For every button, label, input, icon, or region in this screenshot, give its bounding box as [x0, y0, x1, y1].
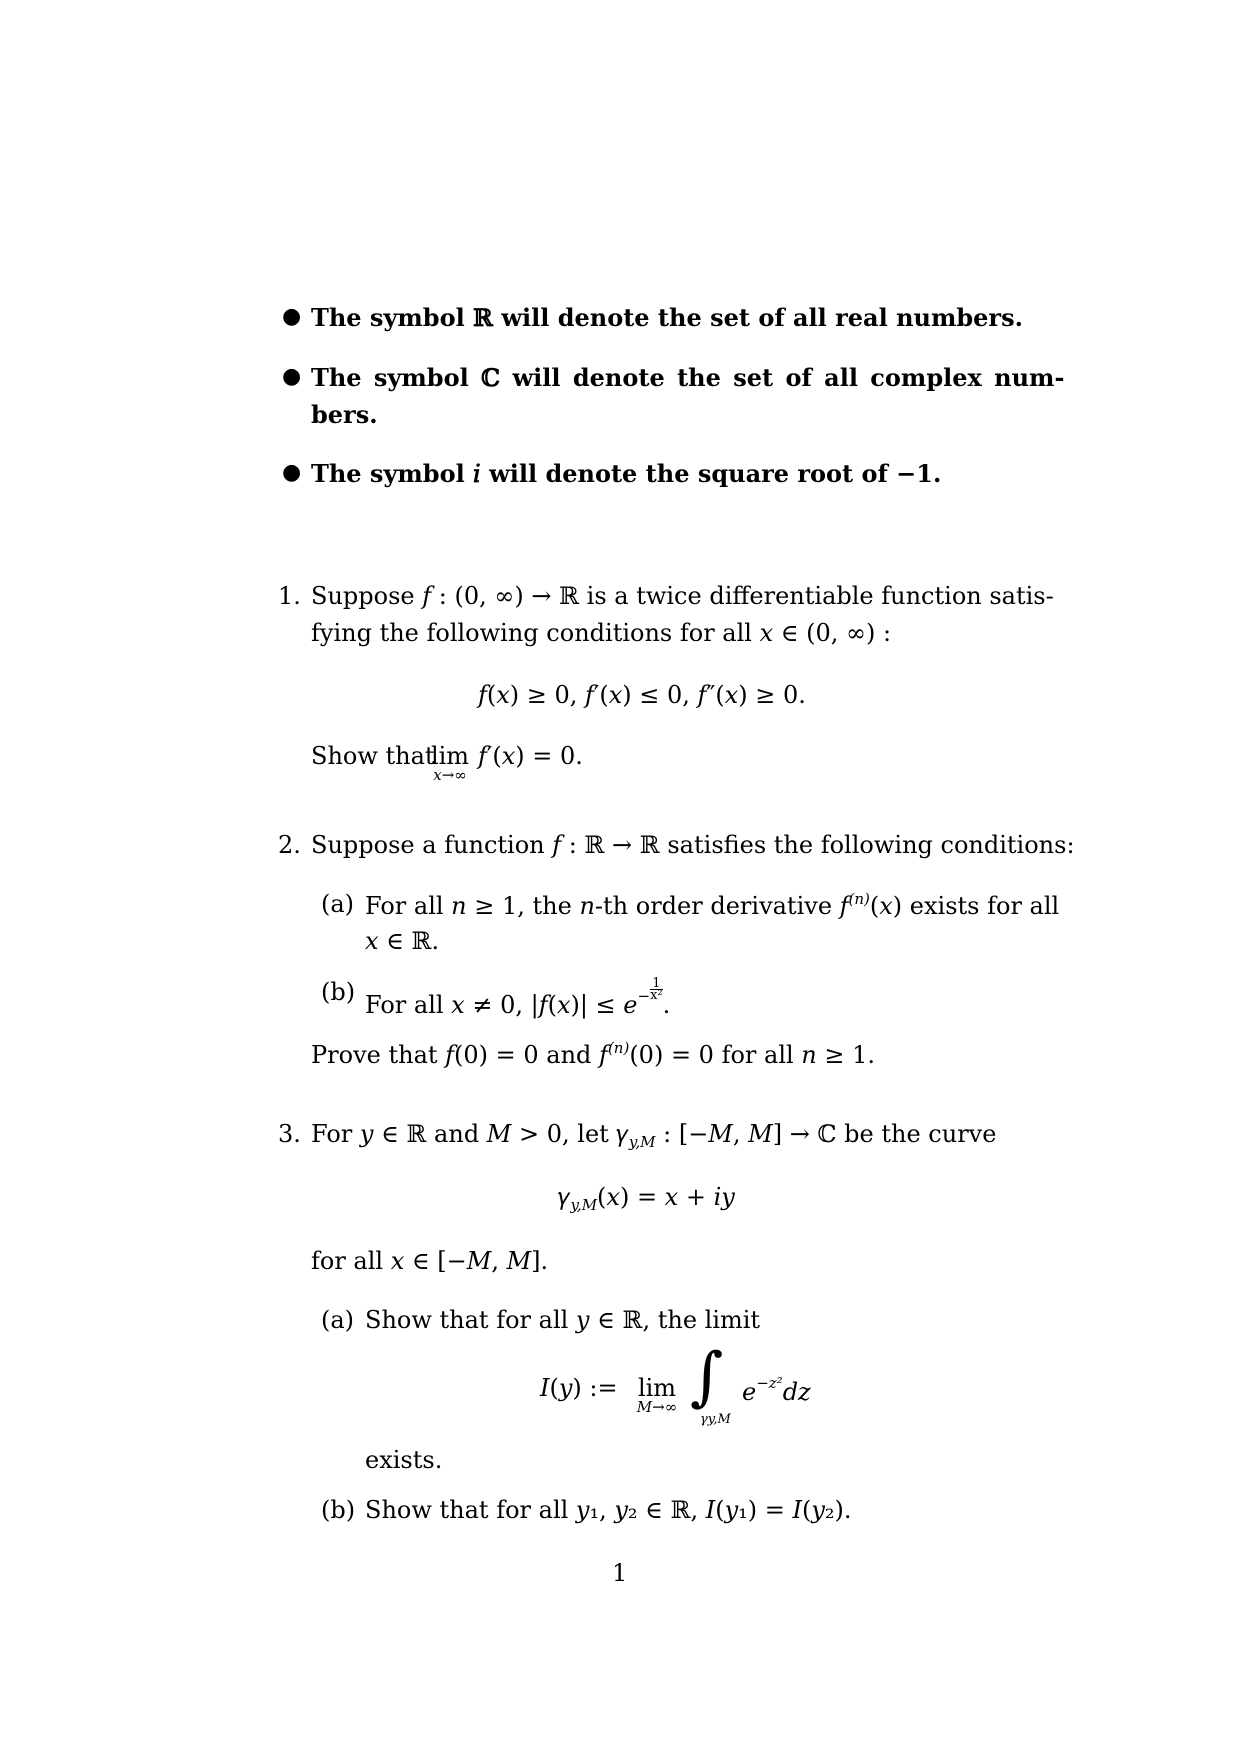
q2-a-label: (a)	[321, 890, 355, 918]
q3-b-text: Show that for all 𝑦₁, 𝑦₂ ∈ ℝ, 𝐼(𝑦₁) = 𝐼(𝑦₂).	[365, 1496, 852, 1524]
q2-b-post: .	[662, 991, 671, 1019]
bullet-dot: ●	[282, 364, 302, 389]
q3-int-dz: 𝑑𝑧	[782, 1378, 811, 1406]
q2-number: 2.	[278, 831, 301, 859]
q3-forall: for all 𝑥 ∈ [−𝑀, 𝑀].	[311, 1247, 549, 1275]
q2-a-line2: 𝑥 ∈ ℝ.	[365, 927, 440, 955]
q2-b-exp-fraction	[650, 978, 663, 1001]
q1-show-expr: 𝑓′(𝑥) = 0.	[478, 742, 583, 770]
q2-prove-post: (0) = 0 for all 𝑛 ≥ 1.	[629, 1041, 876, 1069]
q3-line1-post: : [−𝑀, 𝑀] → ℂ be the curve	[663, 1120, 997, 1148]
q2-prove-pre: Prove that 𝑓(0) = 0 and 𝑓	[311, 1041, 608, 1069]
q2-a-sup: (n)	[848, 890, 870, 908]
q3-exists: exists.	[365, 1446, 443, 1474]
q3-int-limit	[626, 1374, 688, 1416]
q2-line1: Suppose a function 𝑓 : ℝ → ℝ satisfies the following conditions:	[311, 831, 1075, 859]
q3-int-exp: −z²	[756, 1374, 783, 1392]
q2-b-label: (b)	[321, 978, 356, 1006]
q3-integrand	[742, 1374, 811, 1406]
q2-b-exp-num: 1	[652, 976, 661, 991]
q3-b-label: (b)	[321, 1496, 356, 1524]
q1-line2: fying the following conditions for all 𝑥 ∈ (0, ∞) :	[311, 619, 892, 647]
q2-a-line1-post: (𝑥) exists for all	[869, 892, 1060, 920]
q3-disp-pre: 𝛾	[558, 1183, 571, 1211]
page-number: 1	[612, 1559, 628, 1587]
q3-disp-post: (𝑥) = 𝑥 + 𝑖𝑦	[597, 1183, 735, 1211]
bullet-dot: ●	[282, 304, 302, 329]
q3-line1-pre: For 𝑦 ∈ ℝ and 𝑀 > 0, let 𝛾	[311, 1120, 629, 1148]
q1-lim-word: lim	[430, 742, 470, 770]
bullet-complex-numbers: The symbol ℂ will denote the set of all complex num-	[311, 363, 1065, 392]
q3-number: 3.	[278, 1120, 301, 1148]
q3-line1	[311, 1120, 996, 1151]
q1-show-text: Show that	[311, 742, 435, 770]
q1-number: 1.	[278, 582, 301, 610]
q1-lim-sub: x→∞	[433, 766, 467, 784]
q3-int-base: 𝑒	[742, 1378, 757, 1406]
q3-int-lhs: 𝐼(𝑦) :=	[540, 1374, 618, 1402]
q1-display-conditions: 𝑓(𝑥) ≥ 0, 𝑓′(𝑥) ≤ 0, 𝑓″(𝑥) ≥ 0.	[478, 681, 806, 709]
q2-b-exp-den: x²	[650, 988, 663, 1003]
q3-a-label: (a)	[321, 1306, 355, 1334]
q2-prove	[311, 1039, 875, 1069]
q2-a-line1	[365, 890, 1059, 920]
q2-a-line1-pre: For all 𝑛 ≥ 1, the 𝑛-th order derivative 𝑓	[365, 892, 849, 920]
q3-line1-sub: y,M	[628, 1133, 656, 1151]
q2-b-pre: For all 𝑥 ≠ 0, |𝑓(𝑥)| ≤ 𝑒	[365, 991, 638, 1019]
q3-a-text: Show that for all 𝑦 ∈ ℝ, the limit	[365, 1306, 761, 1334]
q2-b-exp-sign: −	[637, 987, 651, 1005]
bullet-complex-numbers-cont: bers.	[311, 400, 378, 429]
bullet-imaginary-unit: The symbol 𝑖 will denote the square root of −1.	[311, 459, 942, 488]
q2-b-condition	[365, 978, 670, 1019]
bullet-dot: ●	[282, 460, 302, 485]
q3-disp-sub: y,M	[570, 1196, 598, 1214]
q3-int-lim-sub: M→∞	[636, 1398, 678, 1416]
q3-display-curve	[558, 1183, 735, 1214]
q1-line1: Suppose 𝑓 : (0, ∞) → ℝ is a twice differentiable function satis-	[311, 582, 1054, 610]
integral-sign-icon: ∫	[690, 1340, 724, 1414]
q1-limit	[424, 742, 476, 784]
q3-int-sub: γy,M	[700, 1412, 731, 1427]
bullet-real-numbers: The symbol ℝ will denote the set of all real numbers.	[311, 303, 1023, 332]
q2-prove-sup: (n)	[607, 1039, 630, 1057]
q3-int-lim-word: lim	[637, 1374, 677, 1402]
